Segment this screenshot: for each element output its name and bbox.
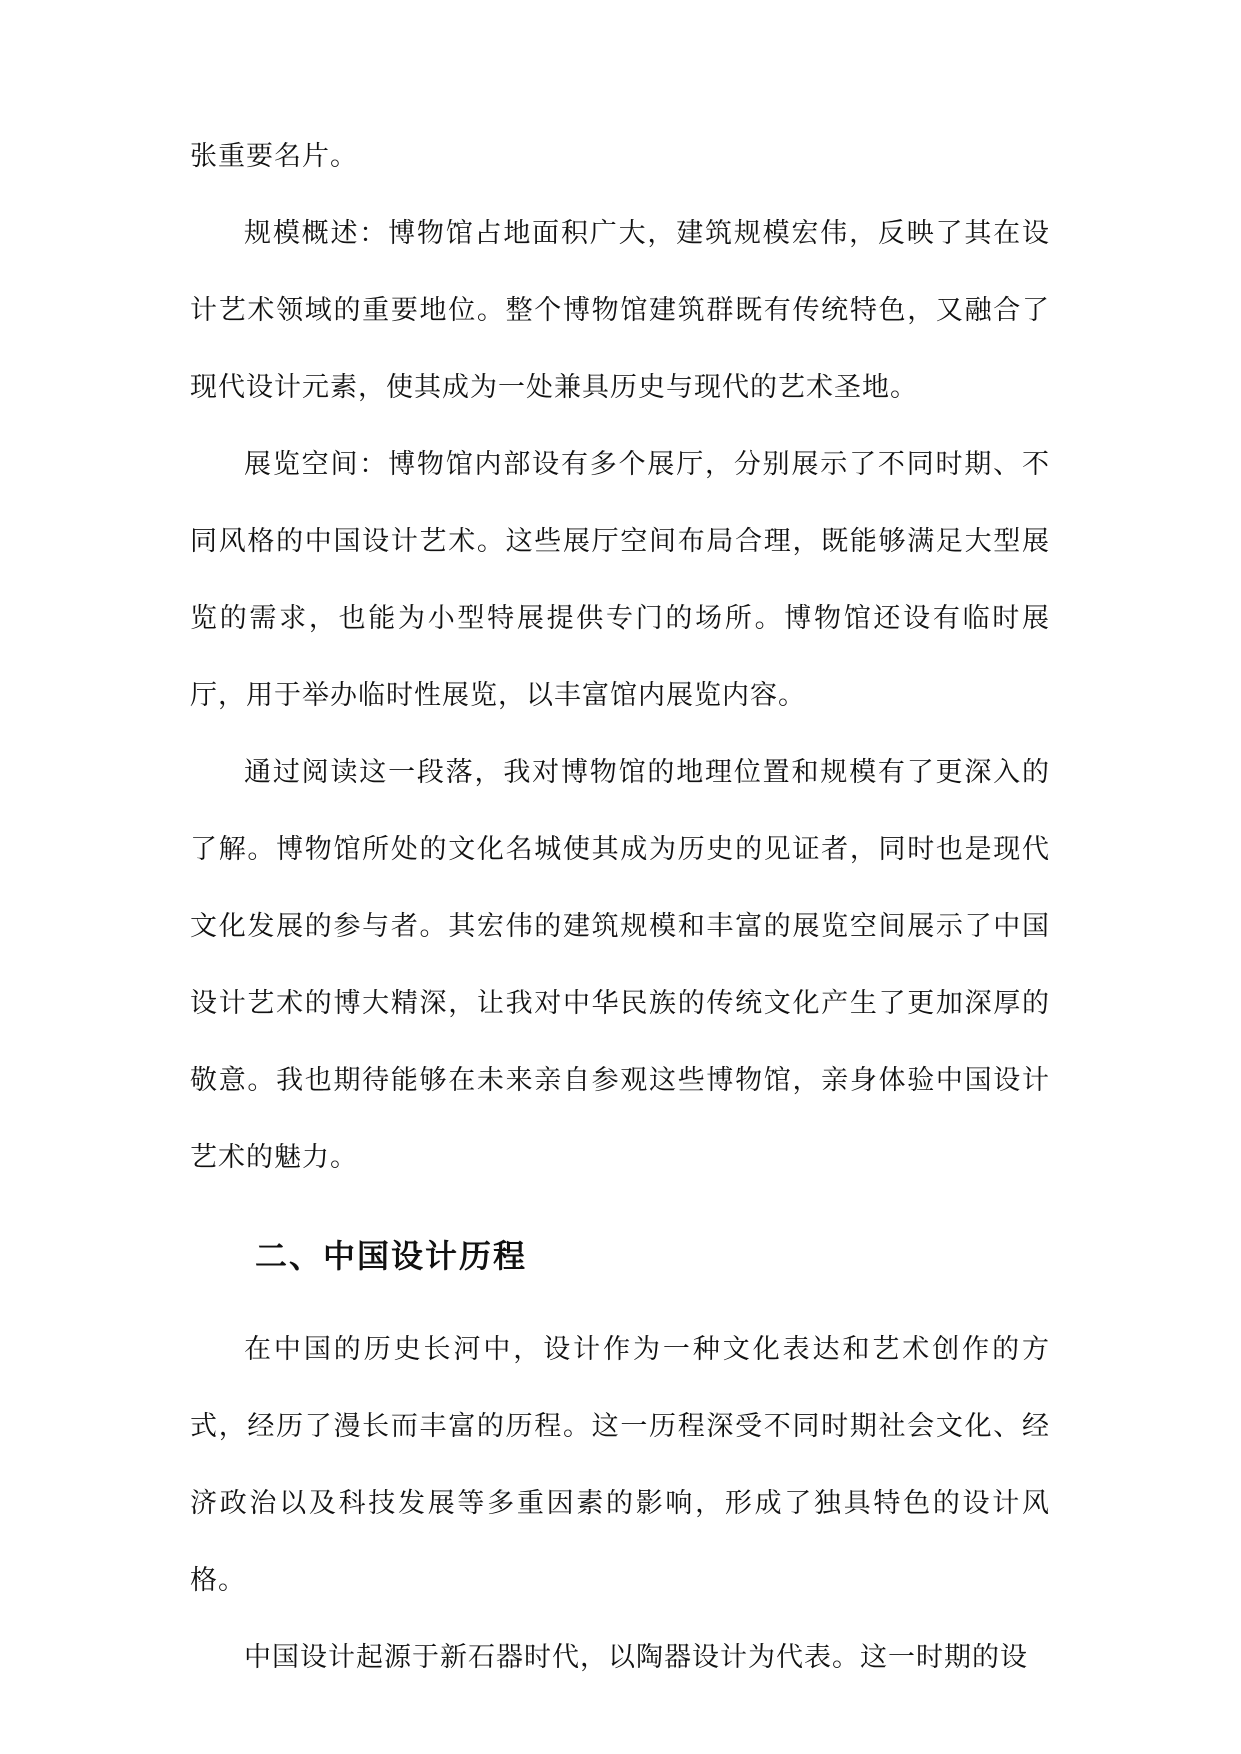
paragraph-scale-overview: 规模概述：博物馆占地面积广大，建筑规模宏伟，反映了其在设计艺术领域的重要地位。整个博物馆建筑群既有传统特色，又融合了现代设计元素，使其成为一处兼具历史与现代的艺术圣地。 (190, 218, 1050, 403)
paragraph-continuation: 张重要名片。 (190, 141, 358, 172)
paragraph-exhibition-space: 展览空间：博物馆内部设有多个展厅，分别展示了不同时期、不同风格的中国设计艺术。这些展厅空间布局合理，既能够满足大型展览的需求，也能为小型特展提供专门的场所。博物馆还设有临时展厅，用于举办临时性展览，以丰富馆内展览内容。 (190, 449, 1050, 711)
bottom-text-block (190, 1311, 1050, 1696)
paragraph-reflection: 通过阅读这一段落，我对博物馆的地理位置和规模有了更深入的了解。博物馆所处的文化名城使其成为历史的见证者，同时也是现代文化发展的参与者。其宏伟的建筑规模和丰富的展览空间展示了中国设计艺术的博大精深，让我对中华民族的传统文化产生了更加深厚的敬意。我也期待能够在未来亲自参观这些博物馆，亲身体验中国设计艺术的魅力。 (190, 757, 1050, 1173)
section-heading: 二、中国设计历程 (255, 1237, 528, 1275)
top-text-block (190, 118, 1050, 1196)
paragraph-design-origin: 中国设计起源于新石器时代，以陶器设计为代表。这一时期的设 (244, 1642, 1028, 1673)
paragraph-design-history-intro: 在中国的历史长河中，设计作为一种文化表达和艺术创作的方式，经历了漫长而丰富的历程。这一历程深受不同时期社会文化、经济政治以及科技发展等多重因素的影响，形成了独具特色的设计风格。 (190, 1334, 1050, 1596)
